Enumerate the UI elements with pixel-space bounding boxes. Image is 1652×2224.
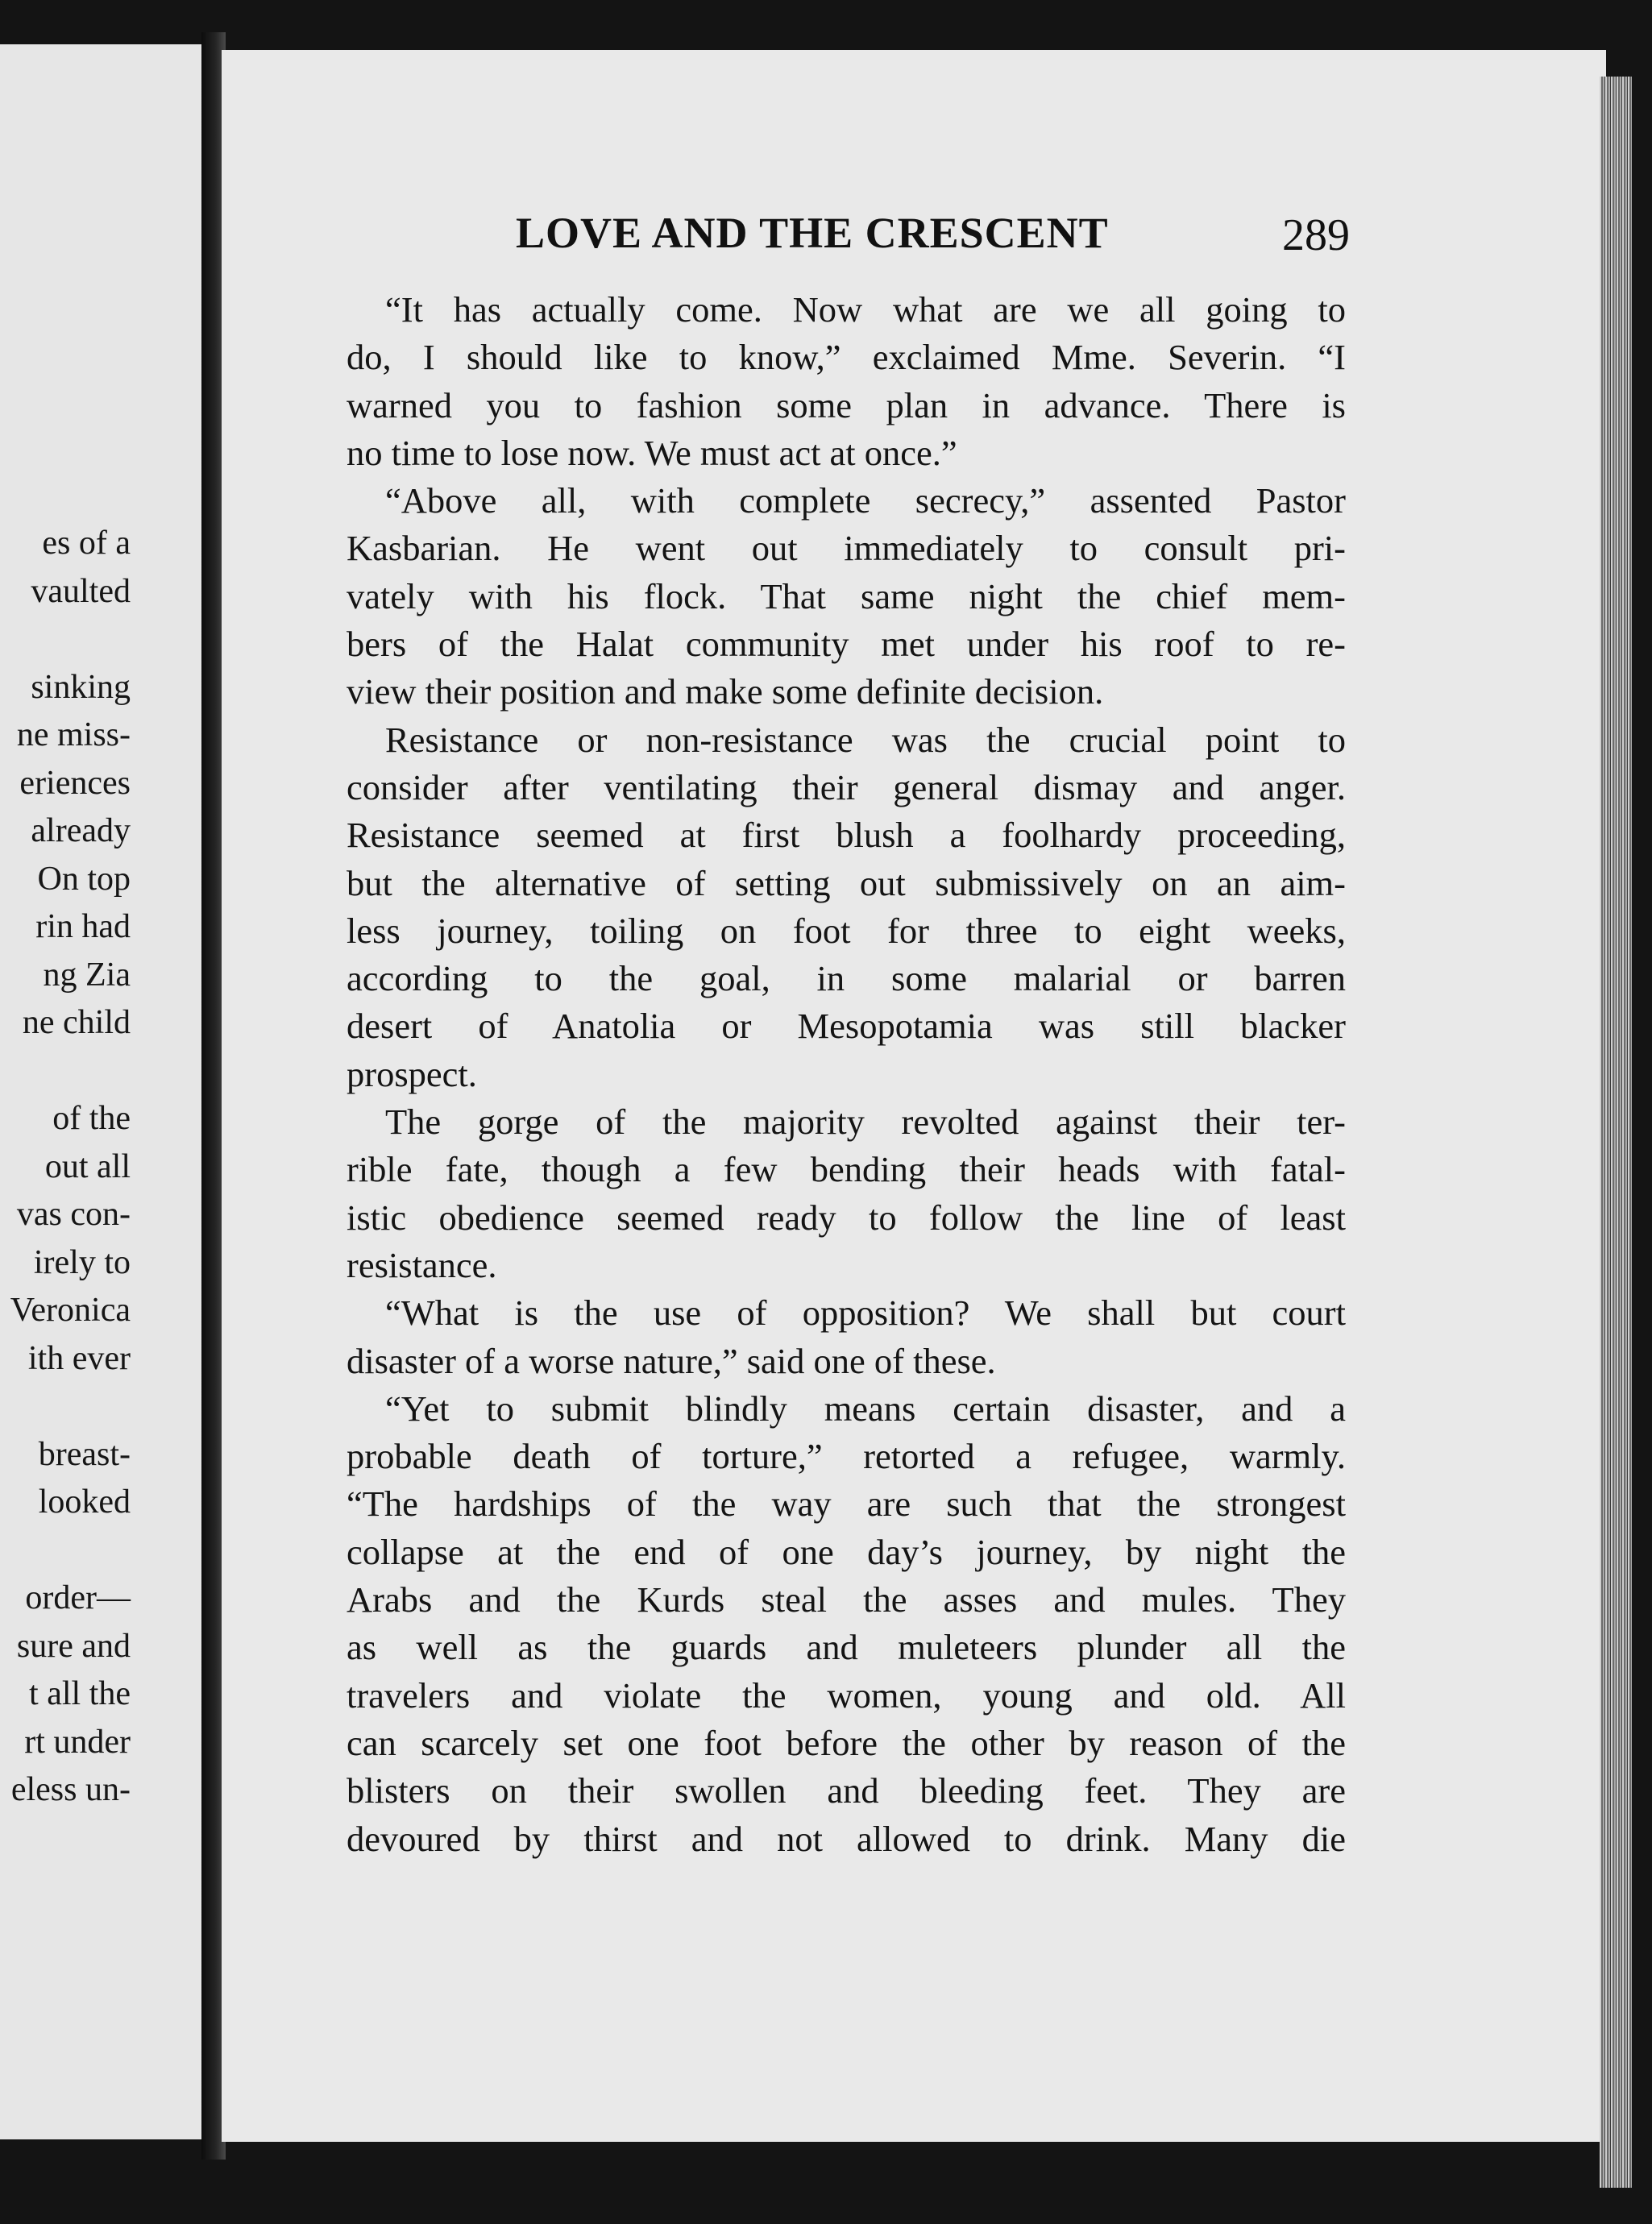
text-line: probable death of torture,” retorted a refugee, warmly. bbox=[347, 1436, 1346, 1477]
text-line: resistance. bbox=[347, 1244, 497, 1285]
facing-line bbox=[0, 1048, 131, 1096]
text-line: bers of the Halat community met under his roof to re- bbox=[347, 624, 1346, 665]
text-line: “Yet to submit blindly means certain disaster, and a bbox=[385, 1388, 1346, 1429]
text-line: rible fate, though a few bending their heads with fatal- bbox=[347, 1149, 1346, 1190]
text-line: disaster of a worse nature,” said one of these. bbox=[347, 1340, 996, 1381]
facing-line bbox=[0, 1383, 131, 1431]
text-line: “It has actually come. Now what are we all going to bbox=[385, 289, 1346, 330]
facing-line: On top bbox=[37, 860, 131, 898]
facing-line: es of a bbox=[42, 525, 131, 562]
text-line: Arabs and the Kurds steal the asses and mules. They bbox=[347, 1579, 1346, 1620]
text-line: desert of Anatolia or Mesopotamia was still blacker bbox=[347, 1006, 1346, 1047]
facing-line: order— bbox=[25, 1579, 131, 1616]
facing-line: ne miss- bbox=[16, 716, 131, 753]
text-line: travelers and violate the women, young and old. All bbox=[347, 1674, 1346, 1716]
facing-line: irely to bbox=[33, 1243, 131, 1281]
facing-line: t all the bbox=[29, 1675, 131, 1712]
text-line: can scarcely set one foot before the other by reason of the bbox=[347, 1722, 1346, 1763]
text-line: less journey, toiling on foot for three to eight weeks, bbox=[347, 910, 1346, 951]
body-text bbox=[347, 286, 1346, 1863]
facing-line: breast- bbox=[38, 1435, 131, 1473]
facing-line: vaulted bbox=[31, 572, 131, 610]
facing-line: out all bbox=[44, 1147, 131, 1185]
facing-line: ng Zia bbox=[43, 956, 131, 994]
page-number: 289 bbox=[1282, 210, 1350, 260]
text-line: collapse at the end of one day’s journey, by night the bbox=[347, 1531, 1346, 1572]
text-line: but the alternative of setting out submissively on an aim- bbox=[347, 862, 1346, 903]
text-line: “The hardships of the way are such that the strongest bbox=[347, 1483, 1346, 1525]
facing-line: sinking bbox=[31, 668, 131, 706]
facing-line: eless un- bbox=[10, 1771, 131, 1808]
facing-page-text bbox=[0, 520, 131, 1815]
text-line: prospect. bbox=[347, 1053, 477, 1094]
text-line: Kasbarian. He went out immediately to consult pri- bbox=[347, 528, 1346, 569]
text-line: “What is the use of opposition? We shall but court bbox=[385, 1292, 1346, 1334]
facing-line: ith ever bbox=[27, 1339, 131, 1377]
text-line: no time to lose now. We must act at once.” bbox=[347, 432, 957, 473]
facing-line: looked bbox=[38, 1483, 131, 1521]
text-line: “Above all, with complete secrecy,” assented Pastor bbox=[385, 480, 1346, 521]
running-head-title: LOVE AND THE CRESCENT bbox=[516, 209, 1109, 257]
text-line: warned you to fashion some plan in advance. There is bbox=[347, 384, 1346, 425]
text-line: consider after ventilating their general dismay and anger. bbox=[347, 766, 1346, 807]
facing-line: vas con- bbox=[16, 1196, 131, 1233]
text-line: Resistance or non-resistance was the crucial point to bbox=[385, 719, 1346, 760]
text-line: as well as the guards and muleteers plunder all the bbox=[347, 1627, 1346, 1668]
text-line: istic obedience seemed ready to follow the line of least bbox=[347, 1197, 1346, 1238]
text-line: blisters on their swollen and bleeding feet. They are bbox=[347, 1770, 1346, 1811]
facing-line: Veronica bbox=[10, 1292, 131, 1329]
facing-line bbox=[0, 616, 131, 664]
facing-line bbox=[0, 1527, 131, 1575]
facing-line: sure and bbox=[16, 1627, 131, 1665]
text-line: Resistance seemed at first blush a foolhardy proceeding, bbox=[347, 815, 1346, 856]
text-line: vately with his flock. That same night the chief mem- bbox=[347, 575, 1346, 616]
facing-line: ne child bbox=[22, 1004, 131, 1041]
text-line: The gorge of the majority revolted against their ter- bbox=[385, 1102, 1346, 1143]
page-edges bbox=[1600, 77, 1632, 2188]
facing-line: of the bbox=[52, 1100, 131, 1137]
facing-line: eriences bbox=[19, 764, 131, 802]
text-line: do, I should like to know,” exclaimed Mme. Severin. “I bbox=[347, 337, 1346, 378]
text-line: view their position and make some definite decision. bbox=[347, 671, 1104, 712]
facing-line: already bbox=[31, 812, 131, 849]
facing-line: rt under bbox=[24, 1723, 131, 1761]
text-line: devoured by thirst and not allowed to drink. Many die bbox=[347, 1818, 1346, 1859]
facing-line: rin had bbox=[35, 908, 131, 945]
text-line: according to the goal, in some malarial or barren bbox=[347, 958, 1346, 999]
running-head bbox=[516, 208, 1350, 272]
facing-page bbox=[0, 44, 201, 2139]
